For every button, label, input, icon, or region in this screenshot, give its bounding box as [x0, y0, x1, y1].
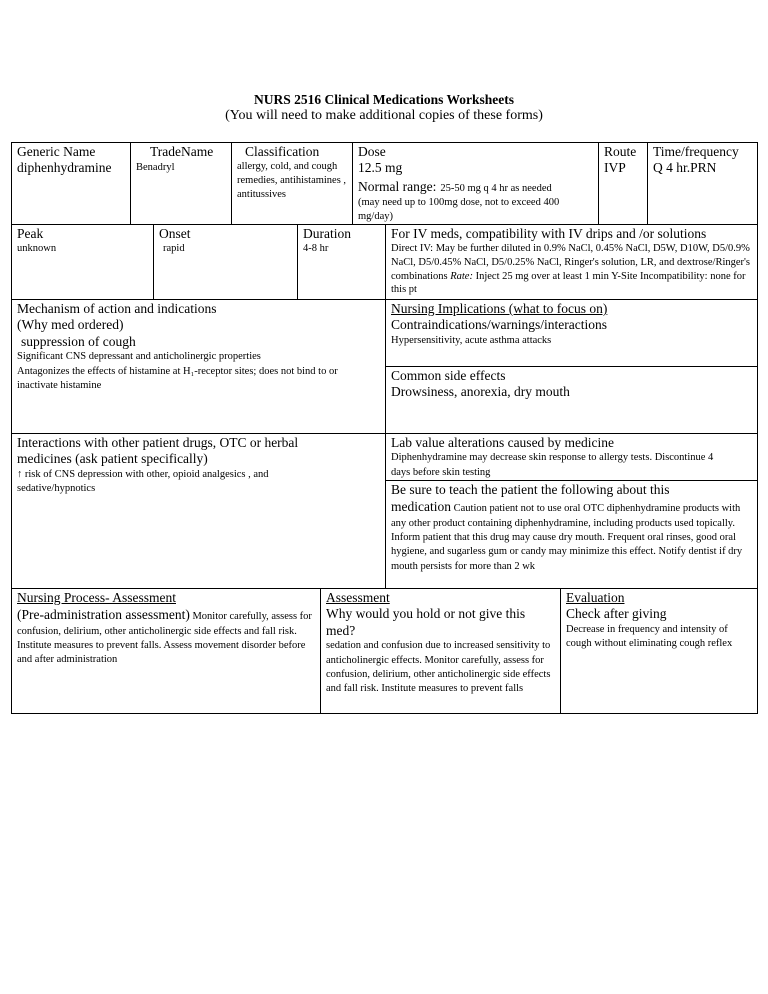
pre-admin-assessment-cell — [11, 588, 321, 714]
normal-range-note: (may need up to 100mg dose, not to exceed 400 mg/day) — [358, 197, 560, 223]
iv-text-b: Inject 25 mg over at least 1 min Y-Site Incompatibility: none for this pt — [391, 270, 746, 296]
page-title: NURS 2516 Clinical Medications Worksheets — [253, 92, 514, 107]
contraindications-label: Contraindications/warnings/interactions — [391, 317, 607, 333]
teach-label-medication: medication — [391, 499, 451, 515]
teach-patient-cell — [385, 480, 758, 589]
onset-cell — [153, 224, 298, 300]
evaluation-cell — [560, 588, 758, 714]
peak-cell — [11, 224, 154, 300]
hold-assessment-cell — [320, 588, 561, 714]
time-frequency-label: Time/frequency — [653, 144, 739, 159]
evaluation-label: Evaluation — [566, 590, 625, 605]
hold-assessment-sublabel: Why would you hold or not give this med? — [326, 606, 526, 638]
iv-rate-label: Rate: — [450, 270, 473, 282]
contraindications-value: Hypersensitivity, acute asthma attacks — [391, 334, 552, 346]
onset-value: rapid — [163, 243, 185, 255]
side-effects-cell — [385, 366, 758, 434]
evaluation-sublabel: Check after giving — [566, 606, 667, 622]
route-label: Route — [604, 144, 637, 159]
lab-values-cell — [385, 433, 758, 481]
trade-name-cell — [130, 142, 232, 225]
trade-name-value: Benadryl — [136, 162, 175, 174]
pre-admin-assessment-text — [17, 606, 315, 667]
evaluation-value: Decrease in frequency and intensity of cough without eliminating cough reflex — [566, 623, 733, 650]
iv-text-a: Direct IV: May be further diluted in 0.9% NaCl, 0.45% NaCl, D5W, D10W, D5/0.9% NaCl, D5/0.45% NaCl, D5/0.25% NaCl, Ringer's solution, LR, and dextrose/Ringer's combinations — [391, 243, 750, 282]
time-frequency-cell — [647, 142, 758, 225]
interactions-label: Interactions with other patient drugs, OTC or herbal medicines (ask patient specifically) — [17, 435, 299, 467]
page-subtitle: (You will need to make additional copies of these forms) — [225, 108, 543, 123]
lab-values-value: Diphenhydramine may decrease skin response to allergy tests. Discontinue 4 days before skin testing — [391, 452, 714, 478]
iv-compatibility-label: For IV meds, compatibility with IV drips and /or solutions — [391, 226, 707, 241]
teach-label: Be sure to teach the patient the following about this — [391, 482, 670, 497]
dose-value: 12.5 mg — [358, 160, 403, 176]
route-value: IVP — [604, 160, 626, 176]
duration-cell — [297, 224, 386, 300]
classification-cell — [231, 142, 353, 225]
lab-values-label: Lab value alterations caused by medicine — [391, 435, 615, 450]
side-effects-value: Drowsiness, anorexia, dry mouth — [391, 384, 570, 400]
duration-label: Duration — [303, 226, 351, 241]
pre-admin-assessment-label: Nursing Process- Assessment — [17, 590, 176, 605]
iv-compatibility-text — [391, 242, 752, 297]
teach-value: Caution patient not to use oral OTC diphenhydramine products with any other product containing diphenhydramine, including products used topically. Inform patient that this drug may cause dry mouth. Frequent oral rinses, good oral hygiene, and sugarless gum or candy may minimize this effect. Notify dentist if dry mouth persists for more than 2 wk — [391, 503, 743, 572]
generic-name-label: Generic Name — [17, 144, 96, 159]
teach-text — [391, 498, 752, 573]
dose-cell — [352, 142, 599, 225]
classification-value: allergy, cold, and cough remedies, antihistamines , antitussives — [237, 161, 347, 201]
interactions-value: ↑ risk of CNS depression with other, opioid analgesics , and sedative/hypnotics — [17, 468, 269, 495]
classification-label: Classification — [245, 144, 320, 159]
pre-admin-assessment-sublabel: (Pre-administration assessment) — [17, 607, 190, 623]
normal-range-label: Normal range: — [358, 178, 437, 194]
hold-assessment-label: Assessment — [326, 590, 390, 605]
mechanism-label: Mechanism of action and indications — [17, 301, 217, 316]
trade-name-label: TradeName — [150, 144, 214, 159]
time-frequency-value: Q 4 hr.PRN — [653, 160, 717, 176]
duration-value: 4-8 hr — [303, 243, 329, 255]
mechanism-text-2: Antagonizes the effects of histamine at H₁-receptor sites; does not bind to or inactivate histamine — [17, 365, 338, 392]
mechanism-indication: suppression of cough — [21, 333, 136, 349]
nursing-implications-cell — [385, 299, 758, 367]
pre-admin-assessment-value: Monitor carefully, assess for confusion, delirium, other anticholinergic side effects and fall risk. Institute measures to prevent falls. Assess movement disorder before and after administration — [17, 611, 312, 666]
side-effects-label: Common side effects — [391, 368, 506, 383]
interactions-cell — [11, 433, 386, 589]
peak-label: Peak — [17, 226, 44, 241]
normal-range-value: 25-50 mg q 4 hr as needed — [440, 182, 552, 194]
route-cell — [598, 142, 648, 225]
iv-compatibility-cell — [385, 224, 758, 300]
mechanism-sublabel: (Why med ordered) — [17, 317, 124, 333]
hold-assessment-value: sedation and confusion due to increased sensitivity to anticholinergic effects. Monitor carefully, assess for confusion, delirium, other anticholinergic side effects and fall risk. Institute measures to prevent falls — [326, 640, 551, 695]
mechanism-text-1: Significant CNS depressant and anticholinergic properties — [17, 351, 261, 363]
dose-label: Dose — [358, 144, 386, 159]
nursing-implications-label: Nursing Implications (what to focus on) — [391, 301, 608, 316]
onset-label: Onset — [159, 226, 191, 241]
generic-name-value: diphenhydramine — [17, 160, 112, 176]
generic-name-cell — [11, 142, 131, 225]
mechanism-cell — [11, 299, 386, 434]
peak-value: unknown — [17, 243, 57, 255]
